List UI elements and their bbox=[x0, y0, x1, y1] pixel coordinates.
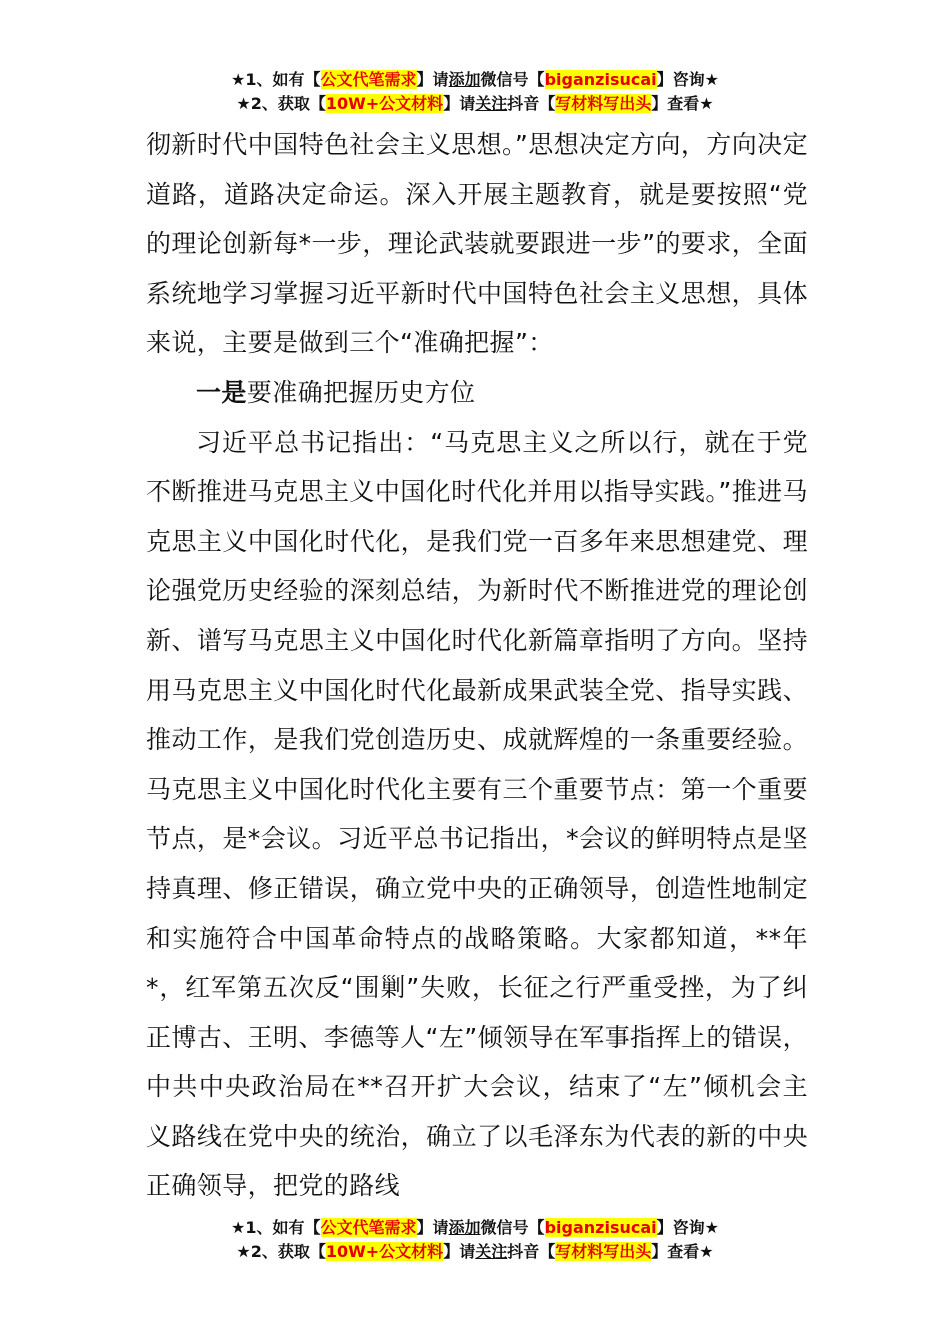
header-line-1-highlight-service: 公文代笔需求 bbox=[320, 70, 417, 89]
header-line-2-highlight-materials: 10W+公文材料 bbox=[325, 94, 444, 113]
footer-line-2-highlight-douyin: 写材料写出头 bbox=[555, 1242, 652, 1261]
header-line-2-mid: 】请 bbox=[443, 94, 476, 113]
footer-line-2-highlight-materials: 10W+公文材料 bbox=[325, 1242, 444, 1261]
footer-line-1-mid: 】请 bbox=[416, 1218, 449, 1237]
footer-line-2-mid: 】请 bbox=[443, 1242, 476, 1261]
header-banner bbox=[0, 68, 950, 116]
footer-line-1-prefix: ★1、如有【 bbox=[231, 1218, 321, 1237]
heading-text: 要准确把握历史方位 bbox=[246, 377, 476, 407]
header-line-1 bbox=[0, 68, 950, 92]
header-line-1-suffix: 】咨询★ bbox=[656, 70, 719, 89]
footer-line-1-mid2: 微信号【 bbox=[480, 1218, 545, 1237]
paragraph-3: 习近平总书记指出：“马克思主义之所以行，就在于党不断推进马克思主义中国化时代化并用以指导实践。”推进马克思主义中国化时代化，是我们党一百多年来思想建党、理论强党历史经验的深刻总结，为新时代不断推进党的理论创新、谱写马克思主义中国化时代化新篇章指明了方向。坚持用马克思主义中国化时代化最新成果武装全党、指导实践、推动工作，是我们党创造历史、成就辉煌的一条重要经验。马克思主义中国化时代化主要有三个重要节点：第一个重要节点，是*会议。习近平总书记指出，*会议的鲜明特点是坚持真理、修正错误，确立党中央的正确领导，创造性地制定和实施符合中国革命特点的战略策略。大家都知道，**年*，红军第五次反“围剿”失败，长征之行严重受挫，为了纠正博古、王明、李德等人“左”倾领导在军事指挥上的错误，中共中央政治局在**召开扩大会议，结束了“左”倾机会主义路线在党中央的统治，确立了以毛泽东为代表的新的中央正确领导，把党的路线 bbox=[146, 427, 808, 1201]
footer-line-2-mid2: 抖音【 bbox=[507, 1242, 556, 1261]
header-line-2 bbox=[0, 92, 950, 116]
header-line-1-prefix: ★1、如有【 bbox=[231, 70, 321, 89]
footer-line-1-highlight-service: 公文代笔需求 bbox=[320, 1218, 417, 1237]
footer-line-1-suffix: 】咨询★ bbox=[656, 1218, 719, 1237]
header-line-1-mid2: 微信号【 bbox=[480, 70, 545, 89]
footer-line-2-suffix: 】查看★ bbox=[651, 1242, 714, 1261]
document-body bbox=[146, 120, 808, 1211]
footer-line-2-prefix: ★2、获取【 bbox=[236, 1242, 326, 1261]
header-line-2-prefix: ★2、获取【 bbox=[236, 94, 326, 113]
footer-line-2 bbox=[0, 1240, 950, 1264]
footer-line-2-underlined: 关注 bbox=[475, 1242, 508, 1261]
header-line-2-suffix: 】查看★ bbox=[651, 94, 714, 113]
paragraph-2-heading bbox=[146, 368, 808, 418]
header-line-1-underlined: 添加 bbox=[448, 70, 481, 89]
heading-bold-prefix: 一是 bbox=[196, 377, 247, 407]
footer-banner bbox=[0, 1216, 950, 1264]
header-line-2-mid2: 抖音【 bbox=[507, 94, 556, 113]
header-line-1-highlight-wechat: biganzisucai bbox=[544, 70, 657, 89]
header-line-2-underlined: 关注 bbox=[475, 94, 508, 113]
footer-line-1 bbox=[0, 1216, 950, 1240]
footer-line-1-underlined: 添加 bbox=[448, 1218, 481, 1237]
header-line-1-mid: 】请 bbox=[416, 70, 449, 89]
header-line-2-highlight-douyin: 写材料写出头 bbox=[555, 94, 652, 113]
footer-line-1-highlight-wechat: biganzisucai bbox=[544, 1218, 657, 1237]
paragraph-1: 彻新时代中国特色社会主义思想。”思想决定方向，方向决定道路，道路决定命运。深入开展主题教育，就是要按照“党的理论创新每*一步，理论武装就要跟进一步”的要求，全面系统地学习掌握习近平新时代中国特色社会主义思想，具体来说，主要是做到三个“准确把握”： bbox=[146, 130, 808, 358]
